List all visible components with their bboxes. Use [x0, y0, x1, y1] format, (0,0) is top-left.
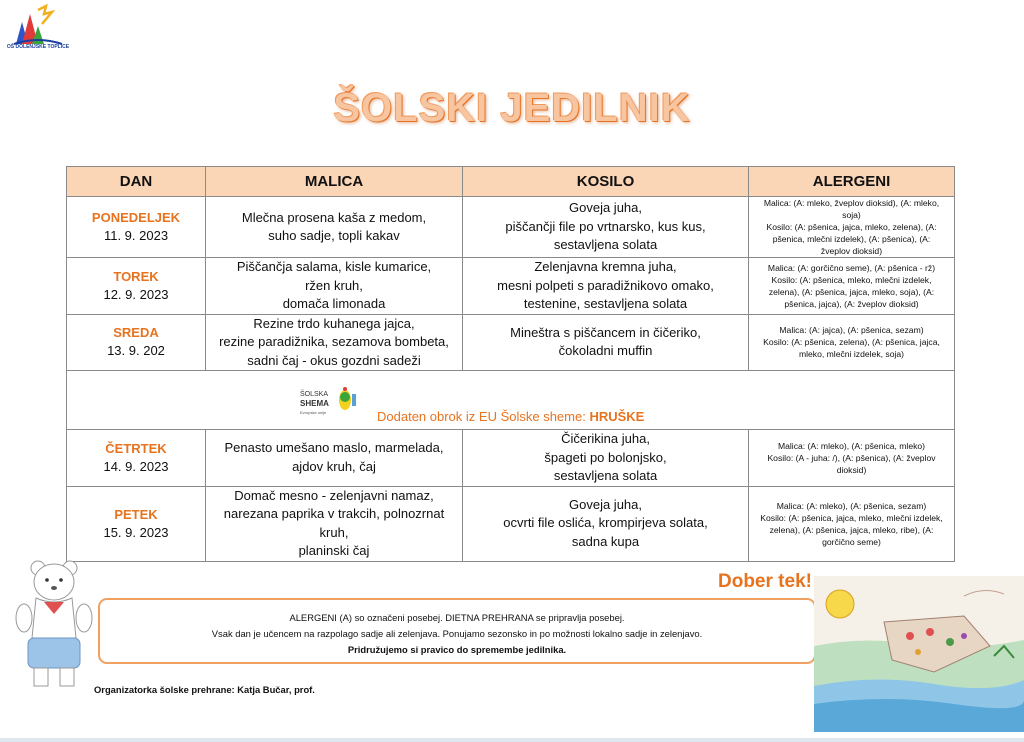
note-line: Vsak dan je učencem na razpolago sadje ali zelenjava. Ponujamo sezonsko in po možnosti lokalno sadje in zelenjavo.	[211, 628, 703, 639]
header-alergeni: ALERGENI	[749, 167, 955, 197]
organizer-text: Organizatorka šolske prehrane: Katja Bučar, prof.	[94, 684, 315, 695]
meal-line: ržen kruh,	[305, 277, 363, 293]
allergen-line: soja)	[842, 210, 861, 220]
allergen-line: Kosilo: (A: pšenica, zelena), (A: pšenica, jajca,	[763, 337, 940, 348]
kosilo-cell	[463, 258, 749, 315]
allergen-line: Malica: (A: gorčično seme), (A: pšenica - rž)	[767, 262, 936, 273]
allergen-line: dioksid)	[836, 464, 867, 475]
meal-line: Goveja juha,	[569, 496, 642, 512]
meal-line: piščančji file po vrtnarsko, kus kus,	[505, 218, 706, 234]
table-row	[67, 314, 955, 371]
header-malica: MALICA	[206, 167, 463, 197]
svg-text:Evropske unije: Evropske unije	[300, 410, 327, 415]
meal-line: mesni polpeti s paradižnikovo omako,	[497, 277, 714, 293]
page-title: ŠOLSKI JEDILNIK	[333, 86, 691, 130]
school-logo-text: OŠ DOLENJSKE TOPLICE	[6, 44, 70, 50]
day-cell	[67, 430, 206, 487]
sheme-prefix: Dodaten obrok iz EU Šolske sheme:	[377, 409, 586, 424]
bear-illustration-icon	[14, 558, 94, 693]
sheme-fruit: HRUŠKE	[589, 409, 645, 424]
day-name: ČETRTEK	[105, 440, 167, 456]
meal-line: Goveja juha,	[569, 200, 642, 216]
meal-line: Rezine trdo kuhanega jajca,	[253, 315, 415, 331]
meal-line: Mineštra s piščancem in čičeriko,	[510, 324, 701, 340]
day-date: 12. 9. 2023	[103, 286, 169, 302]
kosilo-cell	[463, 486, 749, 561]
day-date: 15. 9. 2023	[103, 524, 169, 540]
sheme-text	[377, 409, 644, 424]
day-date: 14. 9. 2023	[103, 458, 169, 474]
meal-line: sadni čaj - okus gozdni sadeži	[247, 352, 421, 368]
allergen-line: Kosilo: (A: pšenica, jajca, mleko, zelena), (A:	[766, 222, 937, 232]
allergen-line: gorčično seme)	[822, 536, 881, 547]
day-cell	[67, 314, 206, 371]
svg-text:SHEMA: SHEMA	[300, 399, 329, 408]
malica-cell	[206, 197, 463, 258]
meal-line: ocvrti file oslića, krompirjeva solata,	[503, 515, 708, 531]
table-row	[67, 486, 955, 561]
meal-line: kruh,	[319, 524, 349, 540]
table-row	[67, 430, 955, 487]
table-header-row	[67, 167, 955, 197]
day-date: 13. 9. 202	[107, 343, 165, 359]
meal-line: sestavljena solata	[553, 468, 658, 483]
sheme-logo-icon	[299, 381, 367, 421]
allergen-line: Malica: (A: mleko), (A: pšenica, sezam)	[776, 500, 927, 511]
meal-line: Domač mesno - zelenjavni namaz,	[234, 487, 434, 503]
alergeni-cell	[749, 258, 955, 315]
day-cell	[67, 197, 206, 258]
meal-line: narezana paprika v trakcih, polnozrnat	[223, 506, 445, 521]
meal-line: rezine paradižnika, sezamova bombeta,	[219, 334, 449, 349]
day-name: PONEDELJEK	[91, 210, 181, 225]
malica-cell	[206, 430, 463, 487]
day-name: PETEK	[114, 506, 158, 522]
kosilo-cell	[463, 430, 749, 487]
alergeni-cell	[749, 430, 955, 487]
notes-box	[98, 598, 816, 664]
meal-line: suho sadje, topli kakav	[268, 228, 400, 243]
svg-text:ŠOLSKA: ŠOLSKA	[300, 391, 329, 398]
allergen-line: Malica: (A: mleko), (A: pšenica, mleko)	[777, 440, 926, 451]
header-kosilo: KOSILO	[463, 167, 749, 197]
allergen-line: zelena), (A: pšenica, jajca, mleko, ribe), (A:	[769, 524, 934, 535]
table-row	[67, 197, 955, 258]
allergen-line: Malica: (A: jajca), (A: pšenica, sezam)	[779, 325, 924, 336]
allergen-line: Kosilo: (A: pšenica, jajca, mleko, mlečni izdelek,	[760, 512, 943, 523]
allergen-line: zelena), (A: pšenica, jajca, mleko, soja), (A:	[768, 286, 935, 297]
meal-line: Mlečna prosena kaša z medom,	[241, 209, 427, 225]
meal-line: Čičerikina juha,	[561, 431, 650, 446]
day-name: TOREK	[113, 268, 159, 284]
malica-cell	[206, 314, 463, 371]
meal-line: ajdov kruh, čaj	[292, 458, 376, 474]
alergeni-cell	[749, 314, 955, 371]
meal-line: čokoladni muffin	[558, 343, 653, 359]
meal-line: planinski čaj	[298, 543, 370, 558]
menu-table	[66, 166, 955, 562]
meal-line: Penasto umešano maslo, marmelada,	[224, 440, 444, 456]
kosilo-cell	[463, 314, 749, 371]
meal-line: Zelenjavna kremna juha,	[534, 259, 677, 274]
allergen-line: Kosilo: (A - juha: /), (A: pšenica), (A: žveplov	[767, 452, 936, 463]
bottom-divider	[0, 738, 1024, 742]
meal-line: špageti po bolonjsko,	[544, 449, 667, 465]
day-cell	[67, 486, 206, 561]
allergen-line: pšenica, mlečni izdelek), (A: pšenica), (A:	[772, 234, 931, 244]
allergen-line: pšenica, jajca), (A: žveplov dioksid)	[784, 298, 919, 309]
day-cell	[67, 258, 206, 315]
kosilo-cell	[463, 197, 749, 258]
header-day: DAN	[67, 167, 206, 197]
meal-line: domača limonada	[282, 296, 386, 311]
note-line: ALERGENI (A) so označeni posebej. DIETNA PREHRANA se pripravlja posebej.	[289, 612, 625, 623]
meal-line: testenine, sestavljena solata	[523, 296, 688, 311]
alergeni-cell	[749, 486, 955, 561]
note-line: Pridružujemo si pravico do spremembe jedilnika.	[347, 644, 567, 655]
alergeni-cell	[749, 197, 955, 258]
meal-line: sadna kupa	[571, 533, 640, 549]
malica-cell	[206, 486, 463, 561]
meal-line: sestavljena solata	[553, 237, 658, 253]
table-row	[67, 258, 955, 315]
meal-line: Piščančja salama, kisle kumarice,	[236, 259, 432, 274]
day-name: SREDA	[113, 325, 159, 341]
sheme-row	[67, 371, 955, 430]
allergen-line: Malica: (A: mleko, žveplov dioksid), (A: mleko,	[763, 198, 940, 208]
allergen-line: Kosilo: (A: pšenica, mleko, mlečni izdelek,	[771, 274, 932, 285]
children-drawing-icon	[814, 576, 1024, 732]
allergen-line: žveplov dioksid)	[820, 246, 883, 256]
day-date: 11. 9. 2023	[103, 228, 169, 243]
malica-cell	[206, 258, 463, 315]
sheme-cell	[67, 371, 955, 430]
dober-tek-text: Dober tek!	[718, 571, 812, 592]
allergen-line: mleko, mlečni izdelek, soja)	[798, 349, 905, 360]
